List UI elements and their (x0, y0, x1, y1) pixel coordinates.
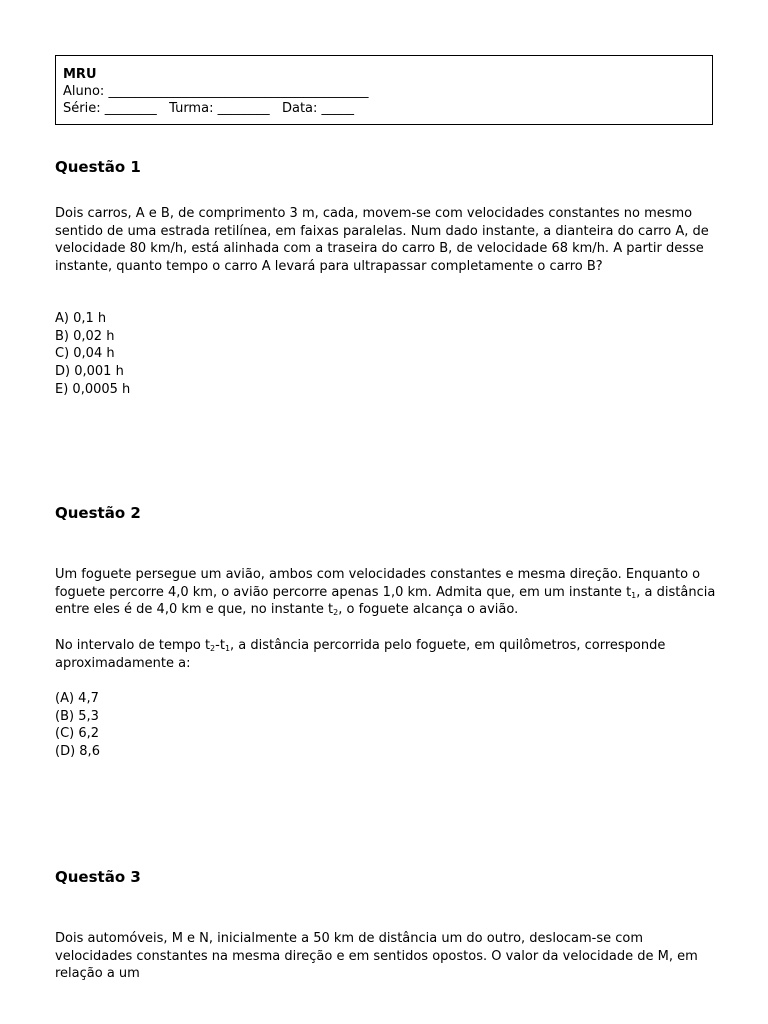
q2-p2-text-b: -t (215, 638, 225, 653)
q2-p1-text-a: Um foguete persegue um avião, ambos com velocidades constantes e mesma direção. Enquanto o foguete percorre 4,0 km, o avião percorre apenas 1,0 km. Admita que, em um instante t (55, 567, 701, 600)
option-c: (C) 6,2 (55, 726, 100, 742)
option-c: C) 0,04 h (55, 346, 115, 362)
option-d: D) 0,001 h (55, 364, 124, 380)
q2-p1-subscript-1: 1 (631, 590, 637, 600)
option-e: E) 0,0005 h (55, 381, 131, 397)
question-1-heading: Questão 1 (55, 158, 141, 176)
student-name-line: Aluno: ________________________________________ (63, 84, 369, 99)
q2-p2-subscript-2: 1 (224, 644, 231, 653)
option-a: A) 0,1 h (55, 311, 107, 326)
question-3-heading: Questão 3 (55, 868, 141, 886)
q2-p2-subscript-1: 2 (210, 644, 216, 653)
question-2-heading: Questão 2 (55, 504, 141, 522)
q2-p1-text-c: , o foguete alcança o avião. (338, 602, 519, 618)
q2-p1-text-b: , a distância entre eles é de 4,0 km e que, no instante t (55, 584, 716, 618)
q2-p2-text-c: , a distância percorrida pelo foguete, em quilômetros, corresponde aproximadamente a: (55, 638, 666, 671)
q2-p1-subscript-2: 2 (333, 608, 339, 618)
option-b: (B) 5,3 (55, 708, 99, 724)
worksheet-title: MRU (63, 67, 97, 82)
class-info-line: Série: ________ Turma: ________ Data: _____ (63, 101, 355, 116)
option-d: (D) 8,6 (55, 744, 100, 760)
option-b: B) 0,02 h (55, 328, 115, 344)
q2-p2-text-a: No intervalo de tempo t (55, 638, 211, 653)
question-1-text: Dois carros, A e B, de comprimento 3 m, cada, movem-se com velocidades constantes no mesmo sentido de uma estrada retilínea, em faixas paralelas. Num dado instante, a dianteira do carro A, de velocidade 80 km/h, está alinhada com a traseira do carro B, de velocidade 68 km/h. A partir desse instante, quanto tempo o carro A levará para ultrapassar completamente o carro B? (55, 206, 709, 275)
option-a: (A) 4,7 (55, 691, 99, 706)
header-box (55, 55, 713, 125)
question-2-options (55, 690, 100, 761)
question-2-paragraph-1 (55, 566, 720, 619)
question-1-options (55, 310, 130, 399)
question-2-paragraph-2 (55, 637, 720, 672)
question-3-text: Dois automóveis, M e N, inicialmente a 50 km de distância um do outro, deslocam-se com velocidades constantes na mesma direção e em sentidos opostos. O valor da velocidade de M, em relação a um (55, 931, 698, 982)
